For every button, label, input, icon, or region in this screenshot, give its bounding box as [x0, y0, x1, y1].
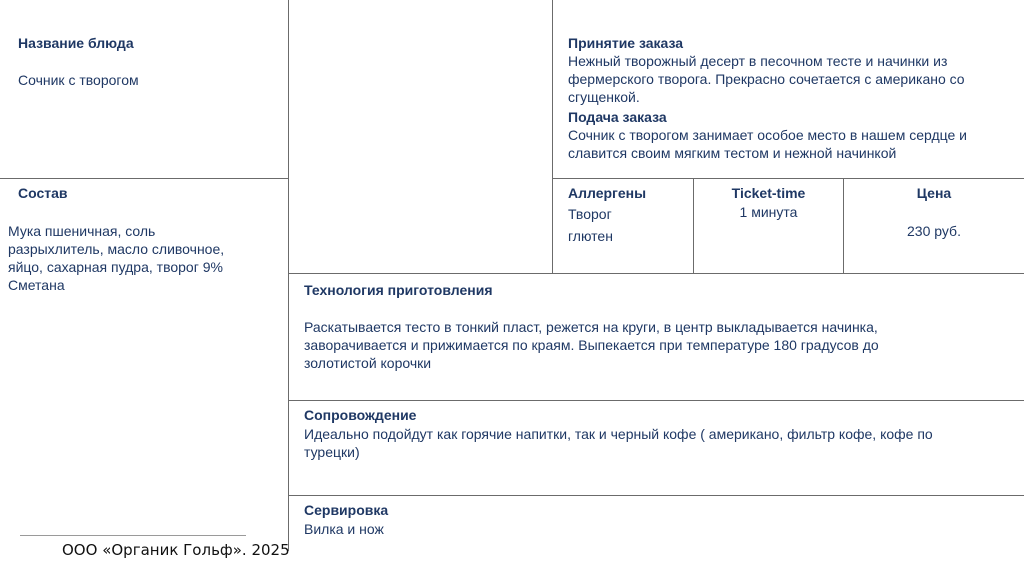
technology-label: Технология приготовления [304, 282, 493, 298]
footer-divider [20, 535, 246, 536]
footer-company: ООО «Органик Гольф». 2025 [62, 541, 290, 559]
dish-name-value: Сочник с творогом [18, 72, 139, 88]
composition-value: Мука пшеничная, соль разрыхлитель, масло сливочное, яйцо, сахарная пудра, творог 9% Сметана [8, 223, 225, 293]
order-accept-label: Принятие заказа [568, 35, 684, 51]
price-value: 230 руб. [907, 223, 961, 239]
accompaniment-value: Идеально подойдут как горячие напитки, так и черный кофе ( американо, фильтр кофе, кофе по турецки) [304, 426, 933, 460]
ticket-time-label: Ticket-time [731, 185, 806, 201]
order-serve-label: Подача заказа [568, 109, 667, 125]
divider-horizontal-serving [288, 495, 1024, 496]
serving-value: Вилка и нож [304, 521, 384, 537]
allergens-label: Аллергены [568, 185, 647, 201]
divider-horizontal-accompaniment [288, 400, 1024, 401]
divider-vertical-middle [552, 0, 553, 274]
price-label: Цена [916, 185, 952, 201]
accompaniment-label: Сопровождение [304, 407, 417, 423]
serving-label: Сервировка [304, 502, 389, 518]
technology-value: Раскатывается тесто в тонкий пласт, режется на круги, в центр выкладывается начинка, заворачивается и прижимается по краям. Выпекается при температуре 180 градусов до золотистой корочки [304, 319, 879, 371]
divider-horizontal-technology [288, 273, 1024, 274]
dish-name-label: Название блюда [18, 35, 134, 51]
order-accept-text: Нежный творожный десерт в песочном тесте и начинки из фермерского творога. Прекрасно сочетается с американо со сгущенкой. [568, 53, 965, 105]
divider-horizontal-dish [0, 178, 288, 179]
order-serve-text: Сочник с творогом занимает особое место в нашем сердце и славится своим мягким тестом и нежной начинкой [568, 127, 967, 161]
divider-horizontal-order [552, 178, 1024, 179]
divider-vertical-left [288, 0, 289, 551]
ticket-time-value: 1 минута [739, 204, 798, 220]
allergens-value: Творог глютен [568, 206, 613, 244]
composition-label: Состав [18, 185, 68, 201]
